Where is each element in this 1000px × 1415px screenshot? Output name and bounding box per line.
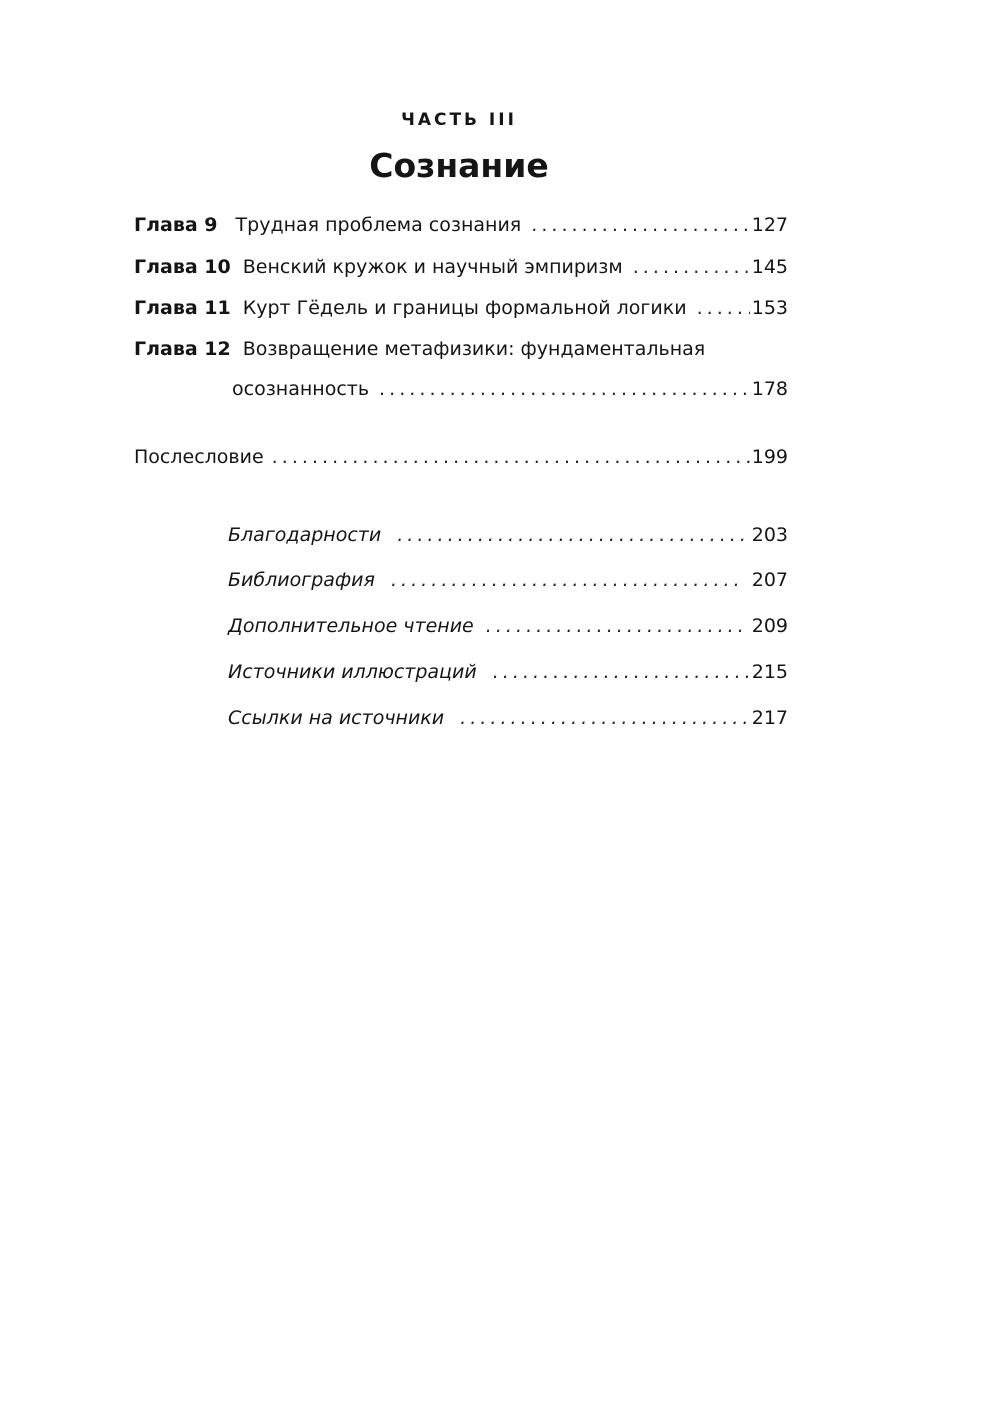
page-number: 215 xyxy=(751,661,788,683)
page-number: 199 xyxy=(751,446,788,468)
dot-leader xyxy=(391,565,744,595)
part-label: ЧАСТЬ III xyxy=(401,110,517,130)
back-matter-title: Дополнительное чтение xyxy=(228,615,474,637)
dot-leader xyxy=(633,252,750,282)
page-number: 207 xyxy=(751,569,788,591)
chapter-label: Глава 10 xyxy=(134,256,231,278)
toc-entry-bibliography[interactable] xyxy=(228,565,788,595)
chapter-title-continued: осознанность xyxy=(232,378,370,400)
chapter-label: Глава 11 xyxy=(134,297,231,319)
page-number: 203 xyxy=(751,524,788,546)
toc-entry-chapter-11[interactable] xyxy=(134,293,788,323)
back-matter-title: Ссылки на источники xyxy=(228,707,445,729)
dot-leader xyxy=(379,374,750,404)
toc-entry-chapter-12[interactable] xyxy=(134,334,788,364)
page-number: 145 xyxy=(751,256,788,278)
toc-entry-chapter-9[interactable] xyxy=(134,210,788,240)
chapter-title: Курт Гёдель и границы формальной логики xyxy=(242,297,687,319)
dot-leader xyxy=(460,703,752,733)
page-number: 217 xyxy=(751,707,788,729)
dot-leader xyxy=(397,520,744,550)
dot-leader xyxy=(531,210,750,240)
toc-entry-acknowledgements[interactable] xyxy=(228,520,788,550)
dot-leader xyxy=(493,657,752,687)
chapter-label: Глава 9 xyxy=(134,214,218,236)
toc-entry-references[interactable] xyxy=(228,703,788,733)
back-matter-title: Библиография xyxy=(228,569,375,591)
page-number: 178 xyxy=(751,378,788,400)
toc-entry-afterword[interactable] xyxy=(134,442,788,472)
page-number: 127 xyxy=(751,214,788,236)
dot-leader xyxy=(697,293,750,323)
page-number: 153 xyxy=(751,297,788,319)
back-matter-title: Источники иллюстраций xyxy=(228,661,477,683)
chapter-title: Венский кружок и научный эмпиризм xyxy=(242,256,623,278)
back-matter-title: Благодарности xyxy=(228,524,382,546)
chapter-title: Трудная проблема сознания xyxy=(235,214,522,236)
dot-leader xyxy=(486,611,744,641)
toc-entry-further-reading[interactable] xyxy=(228,611,788,641)
page-title: Сознание xyxy=(369,146,549,185)
chapter-title: Возвращение метафизики: фундаментальная xyxy=(242,338,706,360)
afterword-title: Послесловие xyxy=(134,446,264,468)
chapter-label: Глава 12 xyxy=(134,338,231,360)
toc-entry-chapter-10[interactable] xyxy=(134,252,788,282)
toc-entry-illustration-sources[interactable] xyxy=(228,657,788,687)
page-number: 209 xyxy=(751,615,788,637)
toc-entry-chapter-12-continued[interactable] xyxy=(232,374,788,404)
dot-leader xyxy=(272,442,750,472)
